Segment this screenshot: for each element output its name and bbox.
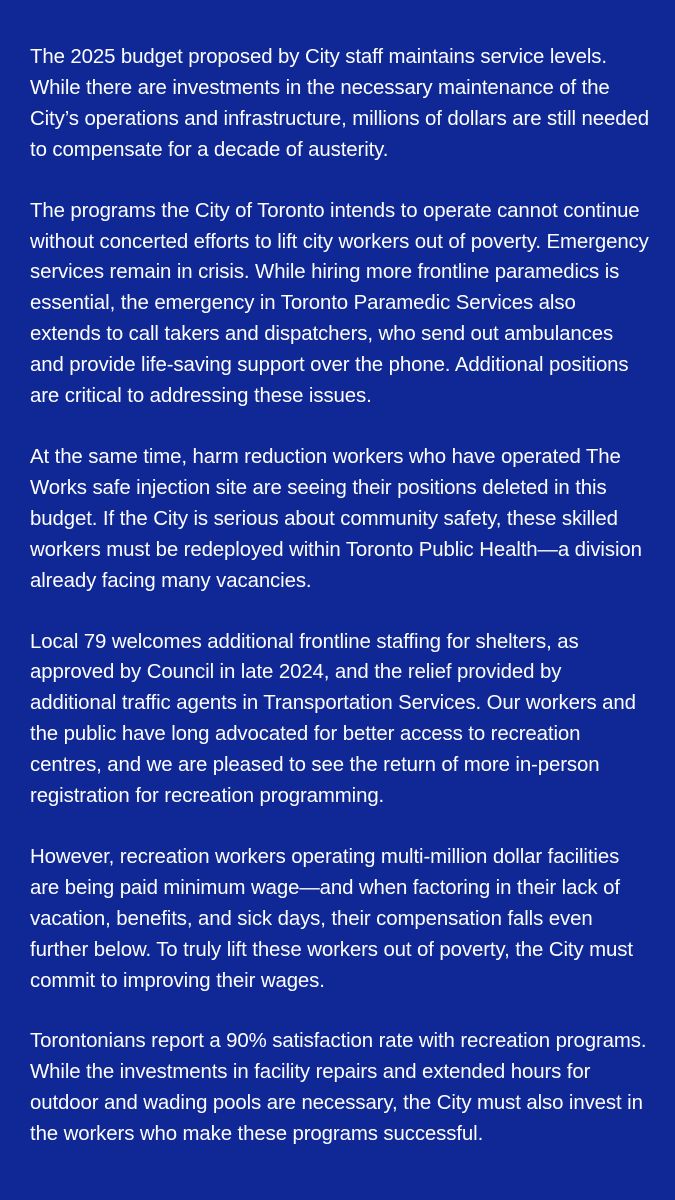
paragraph-harm-reduction: At the same time, harm reduction workers who have operated The Works safe injection site are seeing their positions deleted in this budget. If the City is serious about community safety, these skilled workers must be redeployed within Toronto Public Health—a division already facing many vacancies. [30, 445, 642, 592]
paragraph-satisfaction-rate: Torontonians report a 90% satisfaction rate with recreation programs. While the investments in facility repairs and extended hours for outdoor and wading pools are necessary, the City must also invest in the workers who make these programs successful. [30, 1030, 647, 1146]
paragraph-emergency-services: The programs the City of Toronto intends to operate cannot continue without concerted efforts to lift city workers out of poverty. Emergency services remain in crisis. While hiring more frontline paramedics is essential, the emergency in Toronto Paramedic Services also extends to call takers and dispatchers, who send out ambulances and provide life-saving support over the phone. Additional positions are critical to addressing these issues. [30, 199, 649, 408]
paragraph-budget-overview: The 2025 budget proposed by City staff maintains service levels. While there are investments in the necessary maintenance of the City’s operations and infrastructure, millions of dollars are still needed to compensate for a decade of austerity. [30, 46, 649, 161]
paragraph-staffing-and-recreation: Local 79 welcomes additional frontline staffing for shelters, as approved by Council in late 2024, and the relief provided by additional traffic agents in Transportation Services. Our workers and the public have long advocated for better access to recreation centres, and we are pleased to see the return of more in-person registration for recreation programming. [30, 630, 636, 808]
paragraph-recreation-wages: However, recreation workers operating multi-million dollar facilities are being paid minimum wage—and when factoring in their lack of vacation, benefits, and sick days, their compensation falls even further below. To truly lift these workers out of poverty, the City must commit to improving their wages. [30, 845, 633, 992]
